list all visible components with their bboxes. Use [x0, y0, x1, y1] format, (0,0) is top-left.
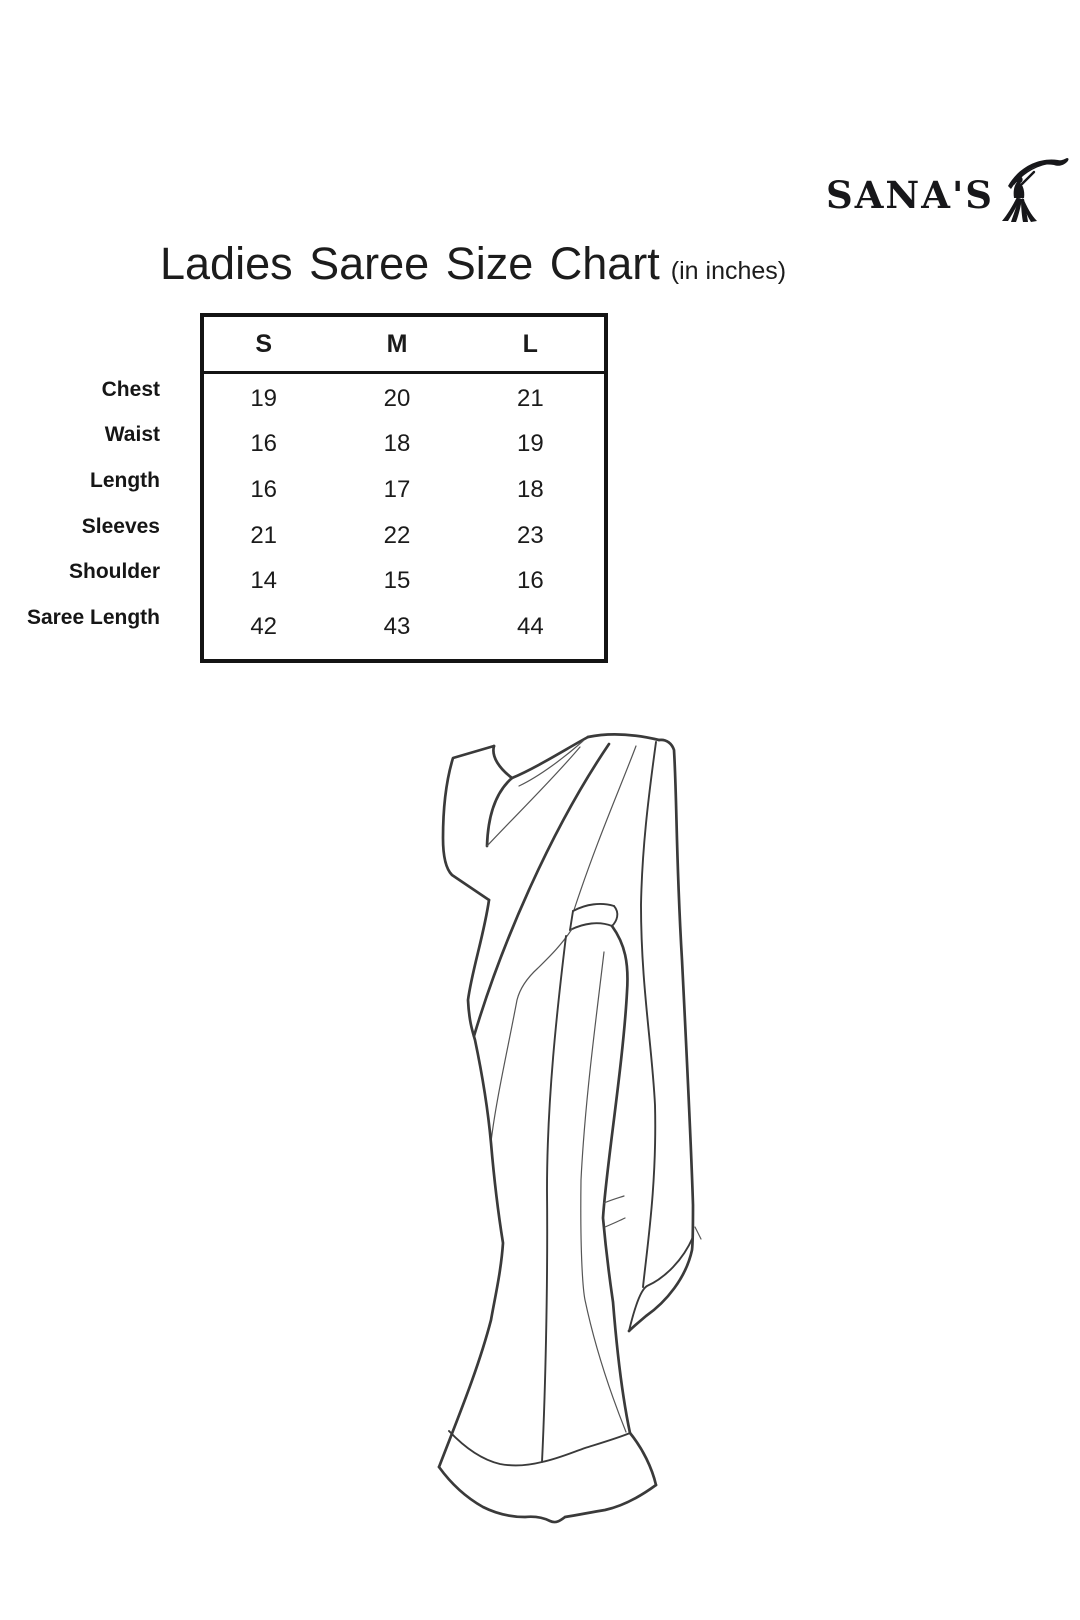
row-label-saree-length: Saree Length [26, 605, 160, 629]
cell-waist-s: 16 [250, 430, 278, 458]
hem-band [439, 1431, 656, 1522]
cell-sleeves-m: 22 [383, 521, 411, 549]
cell-waist-m: 18 [383, 430, 411, 458]
cell-shoulder-m: 15 [383, 567, 411, 595]
title-unit-note: (in inches) [670, 257, 787, 285]
cell-length-l: 18 [516, 475, 544, 503]
brand-name: SANA'S [826, 172, 995, 217]
saree-dancer-icon [998, 150, 1070, 226]
skirt [439, 900, 630, 1467]
table-row-length [204, 467, 604, 513]
cell-saree-length-s: 42 [250, 612, 278, 640]
saree-line-drawing [395, 695, 740, 1535]
cell-shoulder-l: 16 [516, 567, 544, 595]
cell-saree-length-m: 43 [383, 612, 411, 640]
table-row-shoulder [204, 558, 604, 604]
title-text: Ladies Saree Size Chart [160, 238, 660, 289]
table-row-waist [204, 422, 604, 468]
table-row-saree-length [204, 604, 604, 650]
row-label-length: Length [90, 468, 160, 492]
table-row-sleeves [204, 513, 604, 559]
size-table [200, 313, 608, 663]
blouse-and-shoulder [443, 734, 659, 900]
cell-shoulder-s: 14 [250, 567, 278, 595]
row-label-shoulder: Shoulder [68, 560, 160, 584]
brand-logo [826, 150, 1070, 226]
cell-saree-length-l: 44 [516, 612, 544, 640]
column-header-m: M [386, 329, 408, 358]
row-label-waist: Waist [104, 423, 160, 447]
waistband [491, 904, 617, 1142]
cell-chest-m: 20 [383, 384, 411, 412]
cell-sleeves-l: 23 [516, 521, 544, 549]
row-label-sleeves: Sleeves [81, 514, 160, 538]
cell-sleeves-s: 21 [250, 521, 278, 549]
row-label-chest: Chest [101, 377, 160, 401]
column-header-l: L [522, 329, 538, 358]
size-table-header [204, 317, 604, 374]
page-title [160, 238, 786, 290]
table-row-chest [204, 376, 604, 422]
pallu-drape [474, 740, 701, 1331]
cell-length-m: 17 [383, 475, 411, 503]
column-header-s: S [255, 329, 272, 358]
size-table-row-labels [0, 371, 160, 647]
cell-chest-s: 19 [250, 384, 278, 412]
cell-waist-l: 19 [516, 430, 544, 458]
cell-length-s: 16 [250, 475, 278, 503]
cell-chest-l: 21 [516, 384, 544, 412]
size-table-body [204, 374, 604, 659]
